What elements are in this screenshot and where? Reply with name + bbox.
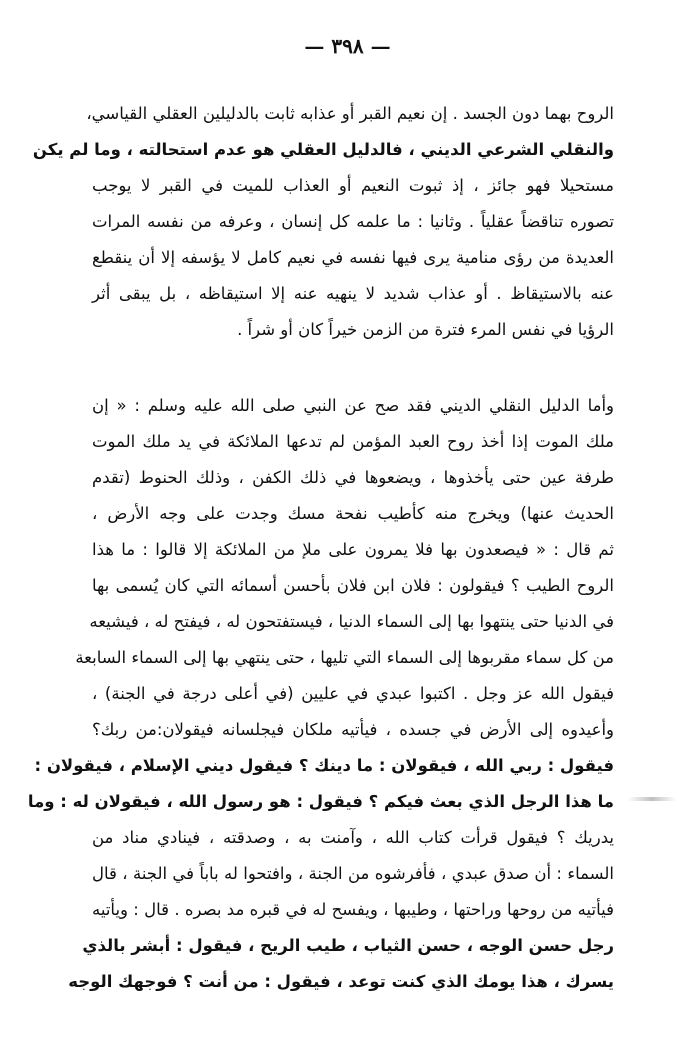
text-line: فيقول الله عز وجل . اكتبوا عبدي في عليين (في أعلى درجة في الجنة) ، xyxy=(92,684,614,703)
text-line: الروح الطيب ؟ فيقولون : فلان ابن فلان بأحسن أسمائه التي كان يُسمى بها xyxy=(92,576,614,595)
text-line: ثم قال : « فيصعدون بها فلا يمرون على ملإ من الملائكة إلا قالوا : ما هذا xyxy=(92,540,614,559)
text-line: الرؤيا في نفس المرء فترة من الزمن خيراً كان أو شراً . xyxy=(237,320,614,339)
text-line: رجل حسن الوجه ، حسن الثياب ، طيب الريح ، فيقول : أبشر بالذي xyxy=(82,936,614,955)
paragraph-2 xyxy=(27,388,614,1000)
scan-artifact xyxy=(628,797,676,801)
text-line: وأعيدوه إلى الأرض في جسده ، فيأتيه ملكان فيجلسانه فيقولان:من ربك؟ xyxy=(92,720,614,739)
text-line: ملك الموت إذا أخذ روح العبد المؤمن لم تدعها الملائكة في يد ملك الموت xyxy=(92,432,614,451)
paragraph-1 xyxy=(32,96,614,348)
text-line: العديدة من رؤى منامية يرى فيها نفسه في نعيم كامل لا يؤسفه إلا أن ينقطع xyxy=(92,248,614,267)
text-line: تصوره تناقضاً عقلياً . وثانيا : ما علمه كل إنسان ، وعرفه من نفسه المرات xyxy=(92,212,614,231)
text-line: فيأتيه من روحها وراحتها ، وطيبها ، ويفسح له في قبره مد بصره . قال : ويأتيه xyxy=(92,900,614,919)
text-line: والنقلي الشرعي الديني ، فالدليل العقلي هو عدم استحالته ، وما لم يكن xyxy=(32,140,614,159)
text-line: عنه بالاستيقاظ . أو عذاب شديد لا ينهيه عنه إلا استيقاظه ، بل يبقى أثر xyxy=(92,284,614,303)
text-line: طرفة عين حتى يأخذوها ، ويضعوها في ذلك الكفن ، وذلك الحنوط (تقدم xyxy=(92,468,614,487)
text-line: الروح بهما دون الجسد . إن نعيم القبر أو عذابه ثابت بالدليلين العقلي القياسي، xyxy=(86,104,614,123)
text-line: ما هذا الرجل الذي بعث فيكم ؟ فيقول : هو رسول الله ، فيقولان له : وما xyxy=(27,792,614,811)
text-line: وأما الدليل النقلي الديني فقد صح عن النبي صلى الله عليه وسلم : « إن xyxy=(92,396,614,415)
text-line: يسرك ، هذا يومك الذي كنت توعد ، فيقول : من أنت ؟ فوجهك الوجه xyxy=(68,972,614,991)
text-line: من كل سماء مقربوها إلى السماء التي تليها ، حتى ينتهي بها إلى السماء السابعة xyxy=(75,648,614,667)
text-line: في الدنيا حتى ينتهوا بها إلى السماء الدنيا ، فيستفتحون له ، فيفتح له ، فيشيعه xyxy=(89,612,614,631)
page-number: — ٣٩٨ — xyxy=(304,34,391,58)
text-line: مستحيلا فهو جائز ، إذ ثبوت النعيم أو العذاب للميت في القبر لا يوجب xyxy=(92,176,614,195)
text-line: فيقول : ربي الله ، فيقولان : ما دينك ؟ فيقول ديني الإسلام ، فيقولان : xyxy=(34,756,614,775)
text-line: الحديث عنها) ويخرج منه كأطيب نفحة مسك وجدت على وجه الأرض ، xyxy=(92,504,614,523)
text-line: يدريك ؟ فيقول قرأت كتاب الله ، وآمنت به ، وصدقته ، فينادي مناد من xyxy=(92,828,614,847)
text-line: السماء : أن صدق عبدي ، فأفرشوه من الجنة ، وافتحوا له باباً في الجنة ، قال xyxy=(92,864,614,883)
